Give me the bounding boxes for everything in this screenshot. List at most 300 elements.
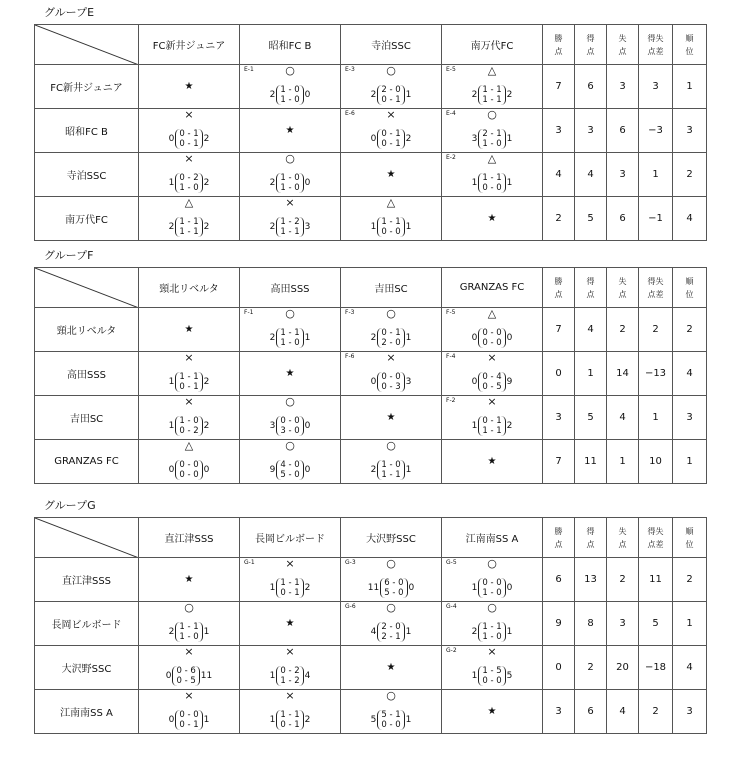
match-result-cell [240, 558, 341, 602]
second-half-score: 5 - 0 [384, 588, 404, 598]
total-goals-for: 5 [370, 715, 377, 725]
score-line [341, 85, 441, 105]
stat-value: 3 [673, 690, 707, 734]
stat-header [607, 25, 639, 65]
result-mark: ○ [386, 601, 396, 614]
score-line [341, 372, 441, 392]
total-goals-for: 2 [168, 627, 175, 637]
total-goals-against: 11 [200, 671, 213, 681]
result-mark: × [386, 351, 396, 364]
half-scores [175, 372, 202, 392]
stat-value: 6 [543, 558, 575, 602]
score-line [240, 173, 340, 193]
first-half-score: 0 - 0 [179, 460, 199, 470]
match-id: E-5 [446, 66, 456, 73]
stat-header [673, 268, 707, 308]
total-goals-for: 0 [471, 377, 478, 387]
total-goals-for: 2 [269, 333, 276, 343]
stat-value: 3 [607, 153, 639, 197]
stat-value: −13 [639, 352, 673, 396]
stat-header-top: 失 [618, 526, 627, 536]
score-line [442, 416, 542, 436]
match-result-cell [240, 65, 341, 109]
stat-value: 2 [673, 308, 707, 352]
score-line [139, 622, 239, 642]
result-mark: × [184, 689, 194, 702]
total-goals-for: 1 [168, 421, 175, 431]
result-mark: ○ [184, 601, 194, 614]
result-mark: ○ [386, 64, 396, 77]
result-mark: △ [487, 64, 497, 77]
score-line [240, 85, 340, 105]
match-result-cell [240, 197, 341, 241]
first-half-score: 1 - 0 [280, 173, 300, 183]
second-half-score: 0 - 1 [381, 139, 401, 149]
score-line [442, 328, 542, 348]
result-mark: × [487, 395, 497, 408]
column-team-header: FC新井ジュニア [139, 25, 240, 65]
stat-value: 11 [639, 558, 673, 602]
total-goals-against: 1 [506, 178, 513, 188]
score-line [139, 129, 239, 149]
stat-value: 1 [575, 352, 607, 396]
stat-value: 2 [639, 308, 673, 352]
first-half-score: 0 - 2 [280, 666, 300, 676]
stat-value: 1 [607, 440, 639, 484]
total-goals-against: 2 [304, 583, 311, 593]
self-match-star: ★ [240, 602, 341, 646]
result-mark: × [184, 351, 194, 364]
half-scores [276, 416, 303, 436]
total-goals-for: 3 [269, 421, 276, 431]
stat-value: 7 [543, 440, 575, 484]
half-scores [377, 622, 404, 642]
half-scores [276, 578, 303, 598]
match-id: F-6 [345, 353, 355, 360]
row-team-name: 頸北リベルタ [35, 308, 139, 352]
second-half-score: 0 - 1 [280, 720, 300, 730]
total-goals-against: 1 [506, 134, 513, 144]
stat-value: 1 [673, 65, 707, 109]
row-team-name: GRANZAS FC [35, 440, 139, 484]
stat-value: −3 [639, 109, 673, 153]
team-row [35, 440, 707, 484]
self-match-star: ★ [442, 197, 543, 241]
column-team-header: 直江津SSS [139, 518, 240, 558]
stat-value: −18 [639, 646, 673, 690]
stat-header [673, 518, 707, 558]
second-half-score: 1 - 0 [280, 183, 300, 193]
total-goals-for: 2 [269, 90, 276, 100]
match-id: G-2 [446, 647, 457, 654]
first-half-score: 0 - 4 [482, 372, 502, 382]
first-half-score: 0 - 0 [179, 710, 199, 720]
stat-value: 4 [575, 153, 607, 197]
result-mark: ○ [487, 108, 497, 121]
match-result-cell [139, 396, 240, 440]
match-result-cell [341, 109, 442, 153]
match-result-cell [139, 646, 240, 690]
total-goals-against: 1 [405, 465, 412, 475]
stat-value: 14 [607, 352, 639, 396]
stat-value: 3 [543, 690, 575, 734]
stat-value: 3 [673, 396, 707, 440]
match-id: F-5 [446, 309, 456, 316]
result-mark: ○ [285, 307, 295, 320]
first-half-score: 1 - 1 [482, 173, 502, 183]
first-half-score: 2 - 0 [381, 85, 401, 95]
stat-header-top: 失 [618, 33, 627, 43]
second-half-score: 0 - 0 [482, 183, 502, 193]
total-goals-for: 11 [367, 583, 380, 593]
score-line [240, 217, 340, 237]
stat-value: 4 [607, 396, 639, 440]
result-mark: △ [487, 152, 497, 165]
first-half-score: 1 - 0 [381, 460, 401, 470]
group-title: グループG [44, 499, 96, 512]
total-goals-against: 0 [304, 421, 311, 431]
row-team-name: 大沢野SSC [35, 646, 139, 690]
total-goals-for: 0 [168, 134, 175, 144]
second-half-score: 0 - 0 [482, 676, 502, 686]
match-result-cell [139, 352, 240, 396]
first-half-score: 1 - 1 [179, 622, 199, 632]
self-match-star: ★ [240, 109, 341, 153]
total-goals-for: 0 [370, 134, 377, 144]
match-id: G-1 [244, 559, 255, 566]
second-half-score: 5 - 0 [280, 470, 300, 480]
self-match-star: ★ [139, 558, 240, 602]
total-goals-against: 4 [304, 671, 311, 681]
second-half-score: 0 - 0 [381, 720, 401, 730]
stat-header-top: 順 [685, 33, 694, 43]
stat-value: 7 [543, 65, 575, 109]
match-id: G-4 [446, 603, 457, 610]
first-half-score: 0 - 6 [176, 666, 196, 676]
row-team-name: FC新井ジュニア [35, 65, 139, 109]
second-half-score: 0 - 1 [179, 139, 199, 149]
total-goals-for: 1 [471, 178, 478, 188]
team-row [35, 153, 707, 197]
half-scores [276, 217, 303, 237]
half-scores [478, 578, 505, 598]
header-row [35, 268, 707, 308]
total-goals-against: 2 [405, 134, 412, 144]
stat-value: 8 [575, 602, 607, 646]
match-result-cell [341, 602, 442, 646]
second-half-score: 1 - 1 [482, 95, 502, 105]
second-half-score: 2 - 0 [381, 338, 401, 348]
total-goals-against: 2 [203, 134, 210, 144]
score-line [442, 622, 542, 642]
result-mark: △ [386, 196, 396, 209]
total-goals-for: 1 [269, 671, 276, 681]
half-scores [175, 460, 202, 480]
score-line [240, 460, 340, 480]
score-line [341, 217, 441, 237]
second-half-score: 0 - 1 [280, 588, 300, 598]
match-result-cell [139, 690, 240, 734]
score-line [139, 666, 239, 686]
first-half-score: 1 - 1 [179, 217, 199, 227]
result-mark: ○ [285, 152, 295, 165]
total-goals-for: 2 [471, 90, 478, 100]
half-scores [377, 217, 404, 237]
stat-header-top: 得失 [647, 276, 664, 286]
half-scores [172, 666, 199, 686]
stat-header [575, 25, 607, 65]
match-id: F-1 [244, 309, 254, 316]
first-half-score: 2 - 1 [482, 129, 502, 139]
second-half-score: 1 - 1 [381, 470, 401, 480]
total-goals-for: 4 [370, 627, 377, 637]
total-goals-against: 0 [506, 583, 513, 593]
stat-value: 20 [607, 646, 639, 690]
total-goals-for: 2 [370, 90, 377, 100]
half-scores [478, 129, 505, 149]
team-row [35, 602, 707, 646]
match-id: E-3 [345, 66, 355, 73]
match-result-cell [341, 440, 442, 484]
score-line [442, 372, 542, 392]
match-result-cell [139, 602, 240, 646]
stat-value: 6 [575, 690, 607, 734]
first-half-score: 0 - 0 [482, 578, 502, 588]
score-line [442, 129, 542, 149]
stat-value: 2 [575, 646, 607, 690]
result-mark: ○ [386, 557, 396, 570]
team-row [35, 308, 707, 352]
total-goals-against: 3 [304, 222, 311, 232]
stat-header-top: 得 [586, 526, 595, 536]
stat-value: 3 [543, 109, 575, 153]
match-result-cell [240, 440, 341, 484]
score-line [240, 666, 340, 686]
half-scores [276, 460, 303, 480]
result-mark: ○ [285, 64, 295, 77]
score-line [139, 460, 239, 480]
self-match-star: ★ [341, 153, 442, 197]
row-team-name: 吉田SC [35, 396, 139, 440]
stat-value: 9 [543, 602, 575, 646]
half-scores [377, 372, 404, 392]
match-result-cell [442, 153, 543, 197]
half-scores [377, 129, 404, 149]
team-row [35, 646, 707, 690]
half-scores [175, 217, 202, 237]
total-goals-for: 1 [269, 583, 276, 593]
result-mark: × [285, 645, 295, 658]
match-result-cell [341, 65, 442, 109]
match-result-cell [442, 396, 543, 440]
stat-header [607, 268, 639, 308]
stat-header-top: 得失 [647, 33, 664, 43]
total-goals-for: 2 [269, 178, 276, 188]
column-team-header: 頸北リベルタ [139, 268, 240, 308]
score-line [341, 460, 441, 480]
stat-header-bottom: 点 [586, 539, 595, 549]
stat-header-top: 順 [685, 276, 694, 286]
team-row [35, 558, 707, 602]
diagonal-corner-cell [35, 268, 139, 308]
stat-header [639, 518, 673, 558]
match-result-cell [139, 440, 240, 484]
half-scores [175, 622, 202, 642]
first-half-score: 0 - 1 [482, 416, 502, 426]
first-half-score: 1 - 2 [280, 217, 300, 227]
diagonal-line [35, 25, 139, 65]
stat-value: 2 [673, 558, 707, 602]
score-line [442, 666, 542, 686]
stat-value: 4 [673, 646, 707, 690]
stat-value: 11 [575, 440, 607, 484]
stat-value: 1 [639, 153, 673, 197]
result-mark: × [285, 196, 295, 209]
half-scores [276, 666, 303, 686]
score-line [341, 328, 441, 348]
stat-value: 1 [639, 396, 673, 440]
stat-value: 3 [607, 602, 639, 646]
stat-value: 7 [543, 308, 575, 352]
total-goals-against: 1 [203, 715, 210, 725]
stat-header [543, 25, 575, 65]
half-scores [276, 710, 303, 730]
stat-value: 6 [607, 109, 639, 153]
match-result-cell [341, 308, 442, 352]
total-goals-for: 2 [471, 627, 478, 637]
match-id: G-3 [345, 559, 356, 566]
stat-header-bottom: 点差 [647, 289, 664, 299]
total-goals-against: 1 [203, 627, 210, 637]
half-scores [377, 328, 404, 348]
result-mark: ○ [285, 395, 295, 408]
total-goals-against: 2 [203, 377, 210, 387]
stat-value: 2 [639, 690, 673, 734]
stat-value: 3 [639, 65, 673, 109]
first-half-score: 0 - 2 [179, 173, 199, 183]
stat-header-bottom: 点差 [647, 46, 664, 56]
second-half-score: 1 - 0 [280, 338, 300, 348]
match-result-cell [442, 308, 543, 352]
total-goals-for: 2 [168, 222, 175, 232]
score-line [442, 578, 542, 598]
match-id: F-3 [345, 309, 355, 316]
match-result-cell [240, 396, 341, 440]
result-mark: × [285, 557, 295, 570]
match-result-cell [240, 308, 341, 352]
self-match-star: ★ [240, 352, 341, 396]
first-half-score: 0 - 1 [179, 129, 199, 139]
team-row [35, 396, 707, 440]
second-half-score: 1 - 0 [482, 139, 502, 149]
total-goals-for: 2 [370, 333, 377, 343]
total-goals-against: 0 [408, 583, 415, 593]
match-result-cell [442, 65, 543, 109]
total-goals-for: 1 [269, 715, 276, 725]
diagonal-corner-cell [35, 25, 139, 65]
total-goals-against: 1 [405, 627, 412, 637]
diagonal-corner-cell [35, 518, 139, 558]
match-result-cell [442, 646, 543, 690]
self-match-star: ★ [139, 65, 240, 109]
stat-header-top: 得 [586, 276, 595, 286]
stat-value: 1 [673, 602, 707, 646]
stat-value: 6 [575, 65, 607, 109]
match-result-cell [442, 602, 543, 646]
total-goals-for: 1 [370, 222, 377, 232]
team-row [35, 690, 707, 734]
total-goals-for: 0 [168, 465, 175, 475]
column-team-header: 吉田SC [341, 268, 442, 308]
self-match-star: ★ [341, 646, 442, 690]
total-goals-against: 1 [506, 627, 513, 637]
column-team-header: 長岡ビルボード [240, 518, 341, 558]
stat-value: 2 [543, 197, 575, 241]
total-goals-against: 1 [405, 333, 412, 343]
header-row [35, 25, 707, 65]
stat-header-bottom: 点 [586, 46, 595, 56]
half-scores [478, 416, 505, 436]
result-mark: ○ [487, 601, 497, 614]
match-result-cell [341, 690, 442, 734]
second-half-score: 0 - 3 [381, 382, 401, 392]
diagonal-line [35, 518, 139, 558]
row-team-name: 高田SSS [35, 352, 139, 396]
first-half-score: 0 - 0 [482, 328, 502, 338]
first-half-score: 0 - 1 [381, 129, 401, 139]
half-scores [276, 85, 303, 105]
half-scores [380, 578, 407, 598]
total-goals-for: 0 [165, 671, 172, 681]
first-half-score: 1 - 1 [381, 217, 401, 227]
score-line [240, 710, 340, 730]
first-half-score: 2 - 0 [381, 622, 401, 632]
result-mark: × [285, 689, 295, 702]
match-id: E-1 [244, 66, 254, 73]
total-goals-against: 2 [203, 421, 210, 431]
row-team-name: 昭和FC B [35, 109, 139, 153]
total-goals-for: 1 [471, 671, 478, 681]
second-half-score: 0 - 1 [179, 720, 199, 730]
stat-value: 1 [673, 440, 707, 484]
match-id: F-2 [446, 397, 456, 404]
half-scores [377, 710, 404, 730]
half-scores [478, 622, 505, 642]
first-half-score: 1 - 5 [482, 666, 502, 676]
score-line [341, 622, 441, 642]
result-mark: ○ [386, 307, 396, 320]
stat-value: 4 [575, 308, 607, 352]
result-mark: × [487, 645, 497, 658]
standings-table [34, 517, 707, 734]
stat-value: 0 [543, 352, 575, 396]
column-team-header: 大沢野SSC [341, 518, 442, 558]
stat-header [639, 268, 673, 308]
total-goals-for: 0 [168, 715, 175, 725]
result-mark: △ [184, 439, 194, 452]
second-half-score: 0 - 5 [176, 676, 196, 686]
half-scores [478, 666, 505, 686]
second-half-score: 0 - 2 [179, 426, 199, 436]
stat-value: 5 [575, 197, 607, 241]
match-result-cell [139, 153, 240, 197]
stat-header-bottom: 位 [685, 289, 694, 299]
second-half-score: 3 - 0 [280, 426, 300, 436]
half-scores [175, 710, 202, 730]
second-half-score: 0 - 1 [179, 382, 199, 392]
result-mark: ○ [386, 689, 396, 702]
first-half-score: 1 - 1 [179, 372, 199, 382]
